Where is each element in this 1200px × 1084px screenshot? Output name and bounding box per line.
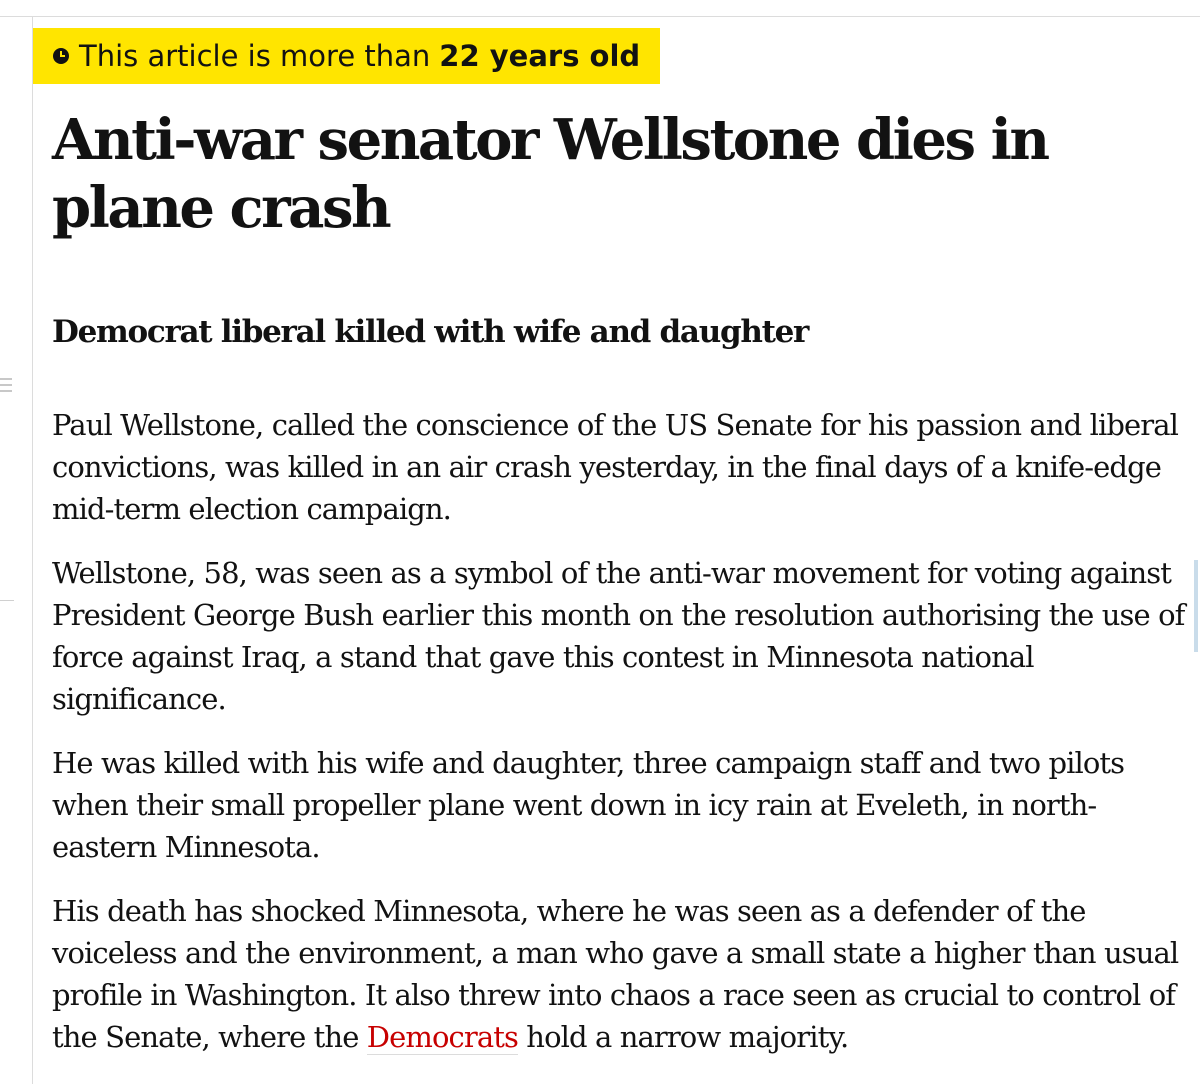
left-column-rule [32,16,33,1084]
body-paragraph-3: He was killed with his wife and daughter, three campaign staff and two pilots when their small propeller plane went down in icy rain at Eveleth, in north-eastern Minnesota. [52,746,1125,864]
paragraph-4-text-end: hold a narrow majority. [517,1020,849,1054]
democrats-link[interactable]: Democrats [366,1020,518,1054]
side-menu-icon[interactable] [0,378,14,406]
paragraph-4-text-start: His death has shocked Minnesota, where he was seen as a defender of the voiceless and the environment, a man who gave a small state a higher than usual profile in Washington. It also threw into chaos a race seen as crucial to control of the Senate, where the [52,894,1179,1054]
age-banner-age: 22 years old [439,39,641,73]
article-age-banner [33,28,660,84]
article-headline: Anti-war senator Wellstone dies in plane crash [52,107,1048,241]
body-paragraph-1: Paul Wellstone, called the conscience of the US Senate for his passion and liberal convictions, was killed in an air crash yesterday, in the final days of a knife-edge mid-term election campaign. [52,408,1178,526]
side-divider [0,600,14,601]
top-strip [0,0,1200,17]
article-standfirst: Democrat liberal killed with wife and daughter [52,314,809,350]
body-paragraph-2: Wellstone, 58, was seen as a symbol of the anti-war movement for voting against President George Bush earlier this month on the resolution authorising the use of force against Iraq, a stand that gave this contest in Minnesota national significance. [52,556,1185,716]
article-body [52,404,1197,1080]
clock-icon [53,48,69,64]
age-banner-text: This article is more than [79,39,431,73]
body-paragraph-4 [52,890,1197,1058]
